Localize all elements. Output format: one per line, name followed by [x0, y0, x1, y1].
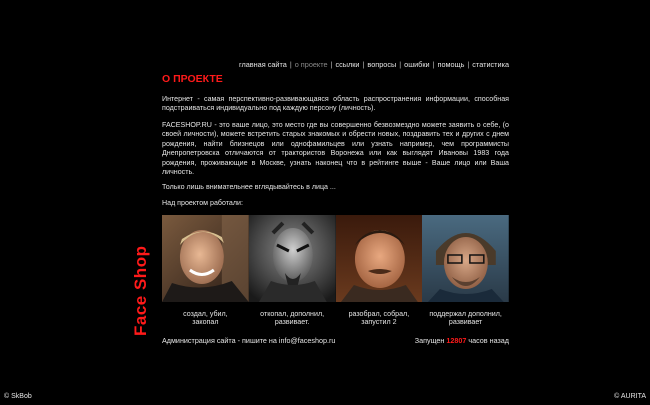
team-photo-2 [249, 215, 336, 302]
nav-link-about[interactable]: о проекте [294, 60, 328, 69]
team-caption: разобрал, собрал, запустил 2 [348, 310, 410, 327]
uptime-counter [300, 336, 509, 345]
team-photo-4 [422, 215, 509, 302]
team-photo-3 [336, 215, 423, 302]
admin-email-link[interactable]: info@faceshop.ru [278, 336, 336, 345]
nav-link-questions[interactable]: вопросы [367, 60, 397, 69]
nav-separator: | [289, 60, 292, 69]
team-photo-1 [162, 215, 249, 302]
team-heading: Над проектом работали: [162, 199, 243, 207]
nav-link-help[interactable]: помощь [437, 60, 465, 69]
page-title: О ПРОЕКТЕ [162, 73, 223, 85]
uptime-suffix: часов назад [466, 336, 509, 345]
uptime-hours: 12807 [446, 336, 467, 345]
team-captions [162, 310, 509, 327]
nav-separator: | [330, 60, 333, 69]
nav-link-errors[interactable]: ошибки [404, 60, 430, 69]
team-caption: откопал, дополнил, развивает. [260, 310, 325, 327]
nav-link-statistics[interactable]: статистика [472, 60, 509, 69]
tagline-paragraph: Только лишь внимательнее вглядывайтесь в лица ... [162, 183, 336, 191]
nav-separator: | [399, 60, 402, 69]
nav-separator: | [467, 60, 470, 69]
nav-link-links[interactable]: ссылки [335, 60, 360, 69]
team-caption: создал, убил, закопал [183, 310, 228, 327]
nav-separator: | [362, 60, 365, 69]
uptime-prefix: Запущен [414, 336, 447, 345]
nav-separator: | [432, 60, 435, 69]
top-nav [232, 60, 509, 69]
team-photos [162, 215, 509, 302]
copyright-right: © AURITA [614, 393, 646, 400]
description-paragraph: FACESHOP.RU - это ваше лицо, это место где вы совершенно безвозмездно можете заявить о себе, (о своей личности), можете встретить старых знакомых и обрести новых, поздравить тех и других с днем рождения, найти близнецов или однофамильцев или узнать например, чем программисты Днепропетровска отличаются от трактористов Воронежа или как выглядят Ивановы 1983 года рождения, проживающие в Москве, узнать наконец что в рейтинге выше - Ваше лицо или Ваша личность. [162, 121, 509, 177]
nav-link-home[interactable]: главная сайта [238, 60, 287, 69]
intro-paragraph: Интернет - самая перспективно-развивающаяся область распространения информации, способная подстраиваться индивидуально под каждую персону (личность). [162, 95, 509, 113]
faceshop-logo: Face Shop [131, 245, 150, 336]
team-caption: поддержал дополнил, развивает [429, 310, 502, 327]
copyright-left: © SkBob [4, 393, 32, 400]
admin-text: Администрация сайта - пишите на [162, 336, 279, 345]
